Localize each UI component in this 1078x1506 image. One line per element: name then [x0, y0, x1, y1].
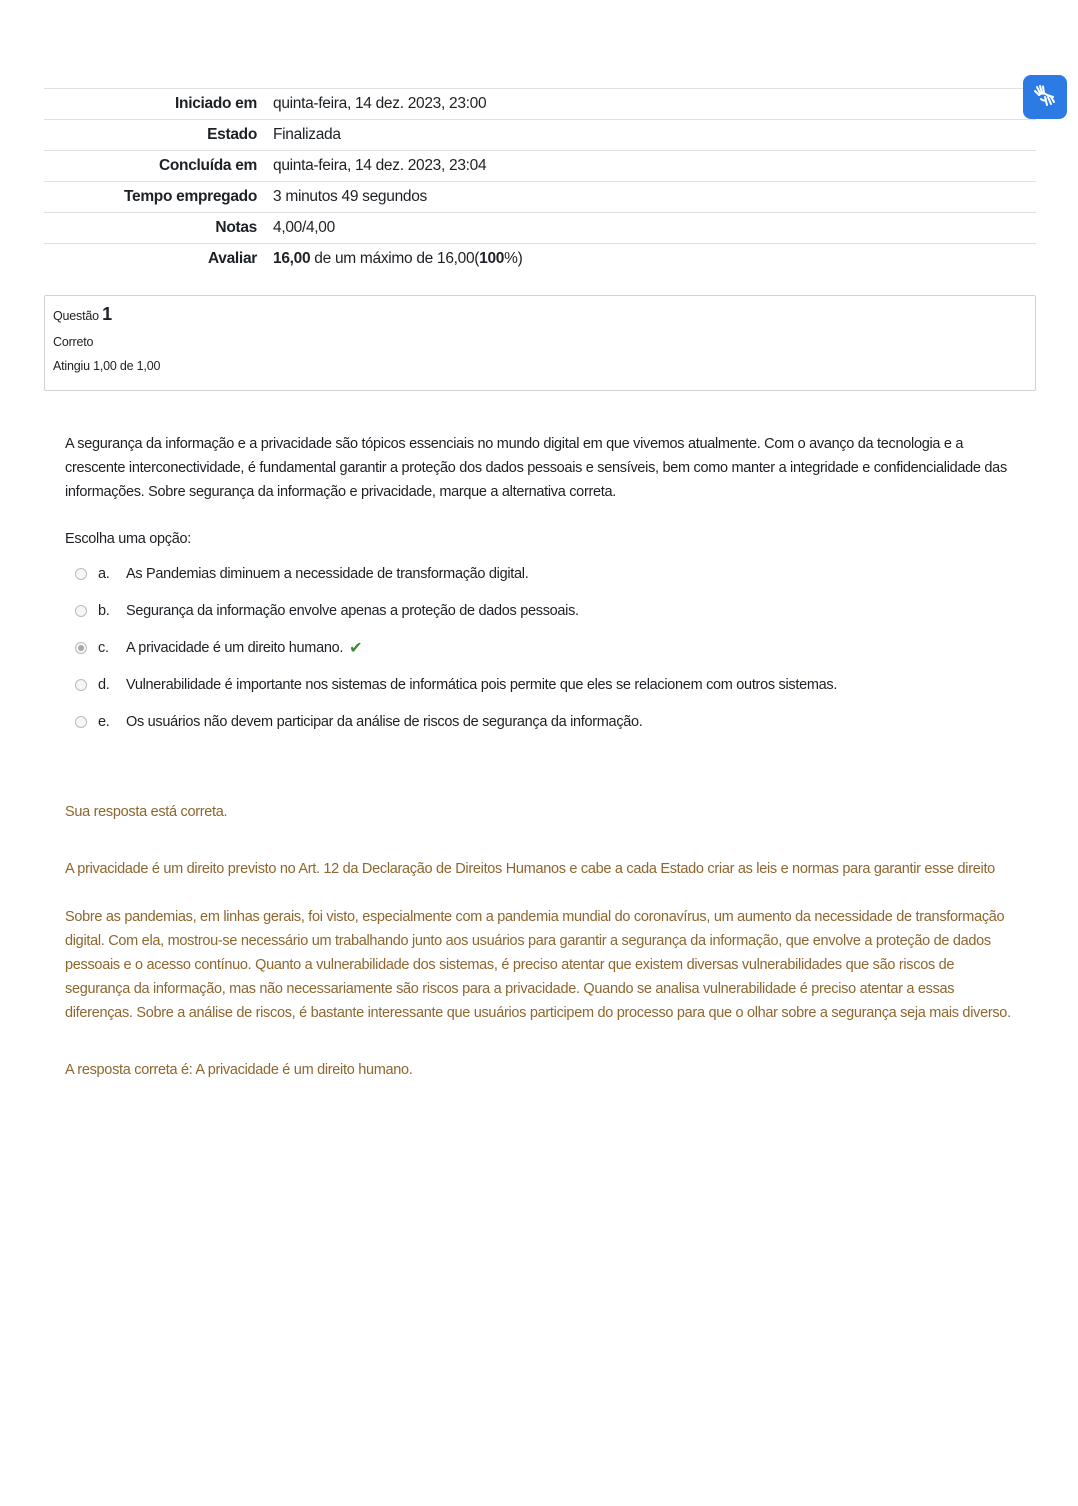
radio-e[interactable] — [75, 716, 87, 728]
feedback-status: Sua resposta está correta. — [65, 804, 228, 820]
summary-row-time: Tempo empregado 3 minutos 49 segundos — [44, 182, 1036, 213]
question-info-box — [44, 295, 1036, 391]
option-d[interactable]: d. Vulnerabilidade é importante nos sistemas de informática pois permite que eles se relacionem com outros sistemas. — [75, 666, 1015, 703]
summary-row-grade: Avaliar 16,00 de um máximo de 16,00(100%) — [44, 244, 1036, 275]
attempt-summary-table — [44, 88, 1036, 274]
check-icon: ✔ — [349, 639, 363, 657]
option-c[interactable]: c. A privacidade é um direito humano. ✔ — [75, 629, 1015, 666]
feedback — [65, 800, 1015, 1082]
summary-row-started: Iniciado em quinta-feira, 14 dez. 2023, 23:00 — [44, 89, 1036, 120]
radio-b[interactable] — [75, 605, 87, 617]
answer-prompt: Escolha uma opção: — [65, 531, 191, 547]
question-content — [65, 432, 1015, 1082]
question-number: Questão 1 — [53, 304, 112, 324]
option-a[interactable]: a. As Pandemias diminuem a necessidade de transformação digital. — [75, 555, 1015, 592]
summary-row-state: Estado Finalizada — [44, 120, 1036, 151]
answer-options — [65, 555, 1015, 740]
summary-row-marks: Notas 4,00/4,00 — [44, 213, 1036, 244]
question-text: A segurança da informação e a privacidade são tópicos essenciais no mundo digital em que vivemos atualmente. Com o avanço da tecnologia e a crescente interconectividade, é fundamental garantir a proteção dos dados pessoais e sensíveis, bem como manter a integridade e confidencialidade das informações. Sobre segurança da informação e privacidade, marque a alternativa correta. — [65, 436, 1007, 500]
summary-row-completed: Concluída em quinta-feira, 14 dez. 2023, 23:04 — [44, 151, 1036, 182]
correct-answer: A resposta correta é: A privacidade é um direito humano. — [65, 1062, 413, 1078]
feedback-paragraph-1: A privacidade é um direito previsto no Art. 12 da Declaração de Direitos Humanos e cabe a cada Estado criar as leis e normas para garantir esse direito — [65, 861, 995, 877]
question-state: Correto — [53, 335, 94, 349]
sign-language-hands-icon — [1031, 83, 1059, 111]
radio-d[interactable] — [75, 679, 87, 691]
option-e[interactable]: e. Os usuários não devem participar da análise de riscos de segurança da informação. — [75, 703, 1015, 740]
feedback-paragraph-2: Sobre as pandemias, em linhas gerais, foi visto, especialmente com a pandemia mundial do coronavírus, um aumento da necessidade de transformação digital. Com ela, mostrou-se necessário um trabalhando junto aos usuários para garantir a segurança da informação, que envolve a proteção de dados pessoais e o acesso contínuo. Quanto a vulnerabilidade dos sistemas, é preciso atentar que existem diversas vulnerabilidades que são riscos de segurança da informação, mas não necessariamente são riscos para a privacidade. Quando se analisa vulnerabilidade é preciso atentar a essas diferenças. Sobre a análise de riscos, é bastante interessante que usuários participem do processo para que o olhar sobre a segurança seja mais diverso. — [65, 909, 1011, 1021]
option-b[interactable]: b. Segurança da informação envolve apenas a proteção de dados pessoais. — [75, 592, 1015, 629]
radio-c[interactable] — [75, 642, 87, 654]
accessibility-button[interactable] — [1023, 75, 1067, 119]
question-grade: Atingiu 1,00 de 1,00 — [53, 359, 161, 373]
radio-a[interactable] — [75, 568, 87, 580]
